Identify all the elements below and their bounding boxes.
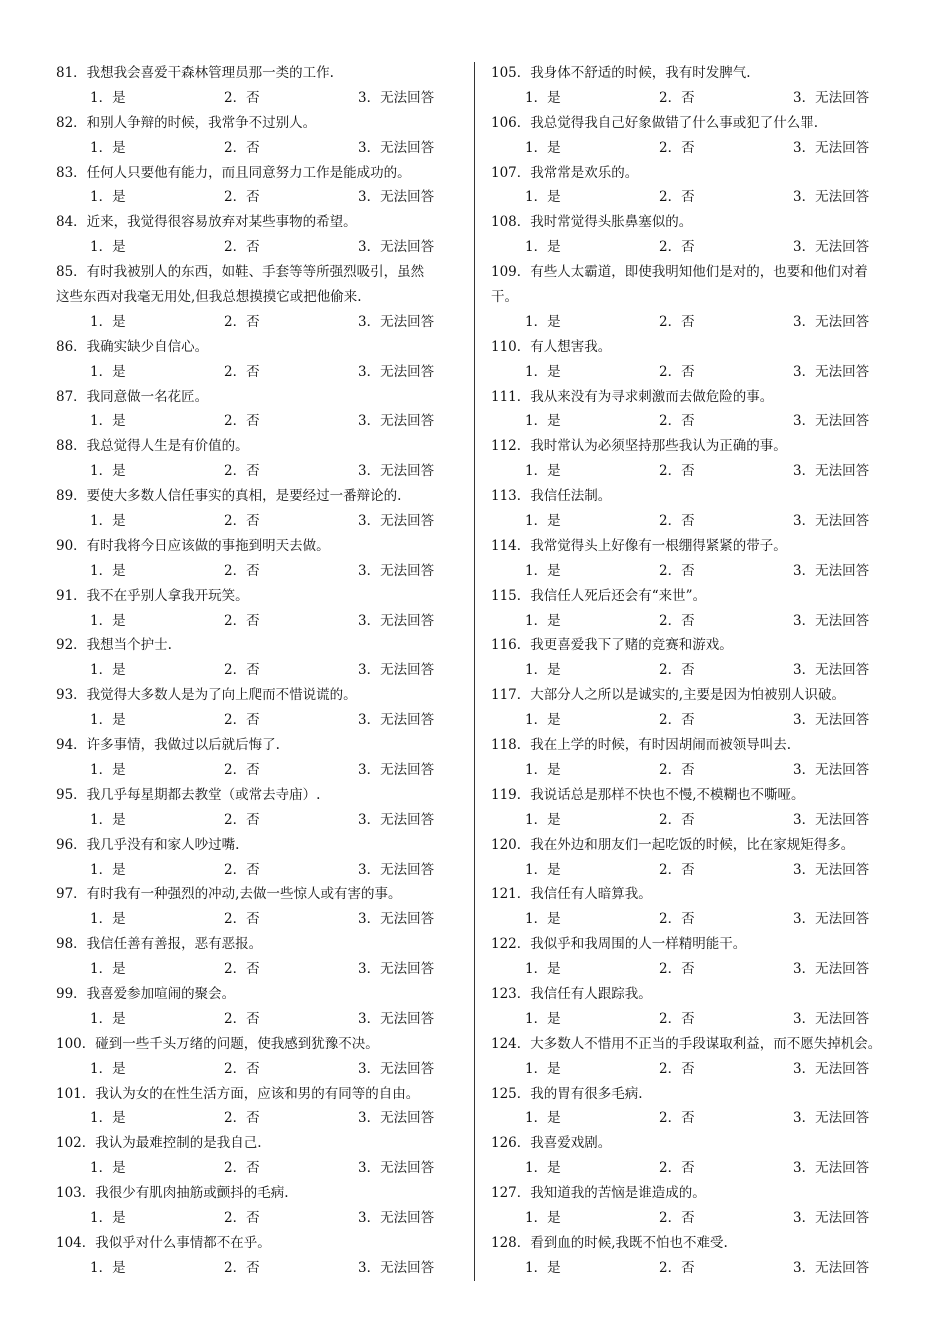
question-item	[491, 260, 903, 335]
answer-options	[491, 1007, 903, 1032]
answer-option-2: 2．否	[659, 239, 695, 256]
answer-options	[491, 235, 903, 260]
answer-options	[491, 1256, 903, 1281]
answer-option-1: 1．是	[90, 89, 126, 106]
question-item	[56, 385, 466, 435]
answer-option-3: 3．无法回答	[793, 612, 870, 629]
answer-option-1: 1．是	[90, 513, 126, 530]
answer-option-1: 1．是	[90, 1209, 126, 1226]
answer-options	[56, 658, 466, 683]
answer-options	[56, 907, 466, 932]
answer-option-3: 3．无法回答	[793, 562, 870, 579]
answer-option-2: 2．否	[659, 1110, 695, 1127]
answer-option-2: 2．否	[224, 89, 260, 106]
answer-option-1: 1．是	[90, 1060, 126, 1077]
question-text: 114．我常觉得头上好像有一根绷得紧紧的带子。	[491, 537, 787, 554]
answer-option-1: 1．是	[525, 911, 561, 928]
question-item	[491, 111, 903, 161]
answer-option-2: 2．否	[224, 861, 260, 878]
question-text: 81．我想我会喜爱干森林管理员那一类的工作.	[56, 65, 334, 81]
answer-option-1: 1．是	[90, 861, 126, 878]
answer-option-2: 2．否	[224, 363, 260, 380]
answer-option-1: 1．是	[525, 1209, 561, 1226]
answer-option-2: 2．否	[659, 1060, 695, 1077]
answer-option-1: 1．是	[90, 139, 126, 156]
answer-option-3: 3．无法回答	[793, 1110, 870, 1127]
answer-option-2: 2．否	[224, 1060, 260, 1077]
answer-option-1: 1．是	[525, 562, 561, 579]
answer-options	[491, 509, 903, 534]
answer-option-3: 3．无法回答	[358, 911, 435, 928]
question-item	[491, 882, 903, 932]
answer-option-2: 2．否	[224, 1259, 260, 1276]
question-text: 89．要使大多数人信任事实的真相，是要经过一番辩论的.	[56, 488, 402, 505]
answer-option-3: 3．无法回答	[793, 89, 870, 106]
answer-option-1: 1．是	[90, 761, 126, 778]
question-item	[491, 1231, 903, 1281]
answer-option-1: 1．是	[525, 89, 561, 106]
question-text: 干。	[491, 289, 518, 306]
answer-option-2: 2．否	[659, 139, 695, 156]
answer-option-2: 2．否	[224, 1110, 260, 1127]
question-item	[491, 161, 903, 211]
answer-option-1: 1．是	[525, 811, 561, 828]
answer-option-3: 3．无法回答	[358, 712, 435, 729]
answer-option-2: 2．否	[659, 463, 695, 480]
question-text: 100．碰到一些千头万绪的问题，使我感到犹豫不决。	[56, 1035, 379, 1052]
question-item	[491, 833, 903, 883]
question-text: 92．我想当个护士.	[56, 637, 172, 654]
question-item	[56, 1231, 466, 1281]
answer-option-1: 1．是	[90, 1160, 126, 1177]
answer-option-3: 3．无法回答	[358, 861, 435, 878]
question-item	[56, 1181, 466, 1231]
answer-options	[491, 86, 903, 111]
answer-option-3: 3．无法回答	[793, 313, 870, 330]
answer-options	[56, 957, 466, 982]
answer-options	[56, 808, 466, 833]
answer-option-3: 3．无法回答	[358, 1160, 435, 1177]
answer-options	[56, 1007, 466, 1032]
answer-option-3: 3．无法回答	[793, 1259, 870, 1276]
answer-options	[56, 1156, 466, 1181]
question-text: 82．和别人争辩的时候，我常争不过别人。	[56, 114, 317, 131]
question-text: 108．我时常觉得头胀鼻塞似的。	[491, 214, 693, 231]
answer-options	[491, 185, 903, 210]
answer-option-2: 2．否	[224, 513, 260, 530]
answer-option-3: 3．无法回答	[358, 961, 435, 978]
answer-option-1: 1．是	[90, 239, 126, 256]
answer-option-3: 3．无法回答	[793, 513, 870, 530]
answer-option-2: 2．否	[659, 662, 695, 679]
answer-option-2: 2．否	[659, 413, 695, 430]
answer-option-3: 3．无法回答	[793, 1209, 870, 1226]
answer-option-1: 1．是	[525, 513, 561, 530]
answer-option-2: 2．否	[659, 562, 695, 579]
question-text: 105．我身体不舒适的时候，我有时发脾气.	[491, 65, 751, 81]
answer-option-1: 1．是	[525, 1010, 561, 1027]
answer-options	[491, 708, 903, 733]
answer-options	[491, 1057, 903, 1082]
answer-option-1: 1．是	[90, 463, 126, 480]
answer-options	[56, 1206, 466, 1231]
question-item	[491, 1032, 903, 1082]
answer-option-3: 3．无法回答	[793, 239, 870, 256]
question-item	[56, 335, 466, 385]
answer-option-2: 2．否	[224, 612, 260, 629]
question-text: 88．我总觉得人生是有价值的。	[56, 438, 249, 455]
question-text: 95．我几乎每星期都去教堂（或常去寺庙）.	[56, 786, 321, 803]
answer-option-1: 1．是	[525, 463, 561, 480]
answer-option-2: 2．否	[659, 1010, 695, 1027]
answer-option-2: 2．否	[224, 463, 260, 480]
answer-options	[491, 858, 903, 883]
question-text: 111．我从来没有为寻求刺激而去做危险的事。	[491, 388, 774, 405]
question-item	[491, 1131, 903, 1181]
question-text: 98．我信任善有善报，恶有恶报。	[56, 936, 263, 953]
question-text: 107．我常常是欢乐的。	[491, 164, 639, 181]
question-text: 96．我几乎没有和家人吵过嘴.	[56, 836, 240, 853]
answer-option-2: 2．否	[659, 861, 695, 878]
answer-option-3: 3．无法回答	[793, 1160, 870, 1177]
question-text: 104．我似乎对什么事情都不在乎。	[56, 1234, 271, 1251]
question-text: 101．我认为女的在性生活方面，应该和男的有同等的自由。	[56, 1085, 420, 1102]
question-item	[491, 783, 903, 833]
answer-option-1: 1．是	[90, 562, 126, 579]
question-text: 102．我认为最难控制的是我自己.	[56, 1135, 262, 1152]
question-item	[56, 260, 466, 335]
answer-option-1: 1．是	[525, 363, 561, 380]
answer-options	[491, 907, 903, 932]
answer-option-1: 1．是	[525, 1259, 561, 1276]
answer-option-2: 2．否	[659, 811, 695, 828]
answer-option-1: 1．是	[90, 911, 126, 928]
question-text: 116．我更喜爱我下了赌的竞赛和游戏。	[491, 637, 733, 654]
question-text: 109．有些人太霸道，即使我明知他们是对的，也要和他们对着	[491, 264, 868, 281]
answer-option-1: 1．是	[525, 662, 561, 679]
answer-option-3: 3．无法回答	[358, 463, 435, 480]
answer-option-2: 2．否	[659, 189, 695, 206]
question-text: 94．许多事情，我做过以后就后悔了.	[56, 737, 280, 754]
answer-option-1: 1．是	[90, 1259, 126, 1276]
answer-option-3: 3．无法回答	[358, 413, 435, 430]
question-item	[56, 1131, 466, 1181]
question-text: 85．有时我被别人的东西，如鞋、手套等等所强烈吸引，虽然	[56, 264, 425, 281]
question-item	[491, 1082, 903, 1132]
answer-option-3: 3．无法回答	[793, 712, 870, 729]
answer-option-2: 2．否	[659, 513, 695, 530]
answer-option-3: 3．无法回答	[793, 961, 870, 978]
answer-option-1: 1．是	[525, 712, 561, 729]
question-text: 122．我似乎和我周围的人一样精明能干。	[491, 936, 747, 953]
answer-options	[491, 658, 903, 683]
question-item	[491, 484, 903, 534]
answer-options	[491, 758, 903, 783]
answer-option-1: 1．是	[525, 961, 561, 978]
question-text: 86．我确实缺少自信心。	[56, 338, 209, 355]
answer-option-3: 3．无法回答	[358, 1209, 435, 1226]
question-item	[491, 733, 903, 783]
question-text: 117．大部分人之所以是诚实的,主要是因为怕被别人识破。	[491, 687, 846, 704]
answer-options	[491, 609, 903, 634]
answer-option-3: 3．无法回答	[358, 662, 435, 679]
answer-options	[56, 310, 466, 335]
answer-options	[56, 136, 466, 161]
question-text: 83．任何人只要他有能力，而且同意努力工作是能成功的。	[56, 164, 411, 181]
answer-option-3: 3．无法回答	[358, 761, 435, 778]
answer-options	[56, 459, 466, 484]
question-item	[56, 111, 466, 161]
answer-option-2: 2．否	[659, 313, 695, 330]
question-item	[491, 210, 903, 260]
question-item	[56, 584, 466, 634]
answer-option-3: 3．无法回答	[793, 1010, 870, 1027]
answer-option-3: 3．无法回答	[358, 313, 435, 330]
answer-options	[491, 136, 903, 161]
answer-option-1: 1．是	[90, 811, 126, 828]
answer-options	[491, 459, 903, 484]
answer-option-1: 1．是	[525, 1110, 561, 1127]
question-item	[56, 534, 466, 584]
answer-option-2: 2．否	[224, 662, 260, 679]
answer-options	[56, 1256, 466, 1281]
answer-options	[56, 1106, 466, 1131]
answer-options	[491, 1206, 903, 1231]
answer-option-2: 2．否	[659, 761, 695, 778]
question-text: 124．大多数人不惜用不正当的手段谋取利益，而不愿失掉机会。	[491, 1035, 882, 1052]
question-item	[56, 783, 466, 833]
answer-options	[56, 509, 466, 534]
answer-option-3: 3．无法回答	[793, 1060, 870, 1077]
question-item	[491, 584, 903, 634]
answer-options	[56, 609, 466, 634]
answer-options	[491, 1106, 903, 1131]
answer-option-2: 2．否	[659, 1209, 695, 1226]
answer-option-1: 1．是	[525, 313, 561, 330]
answer-option-1: 1．是	[525, 239, 561, 256]
question-item	[491, 982, 903, 1032]
question-item	[491, 61, 903, 111]
answer-option-3: 3．无法回答	[793, 761, 870, 778]
answer-options	[56, 409, 466, 434]
question-text: 121．我信任有人暗算我。	[491, 886, 652, 903]
question-item	[56, 484, 466, 534]
question-text: 99．我喜爱参加喧闹的聚会。	[56, 985, 236, 1002]
question-item	[56, 1082, 466, 1132]
question-item	[56, 982, 466, 1032]
question-text: 115．我信任人死后还会有“来世”。	[491, 587, 707, 604]
column-divider	[474, 62, 475, 1281]
question-item	[491, 335, 903, 385]
question-item	[491, 434, 903, 484]
right-question-column	[491, 61, 903, 1281]
answer-options	[56, 360, 466, 385]
question-item	[56, 1032, 466, 1082]
answer-options	[491, 957, 903, 982]
question-text: 112．我时常认为必须坚持那些我认为正确的事。	[491, 438, 787, 455]
answer-option-3: 3．无法回答	[358, 363, 435, 380]
answer-option-3: 3．无法回答	[793, 662, 870, 679]
question-text: 97．有时我有一种强烈的冲动,去做一些惊人或有害的事。	[56, 886, 402, 903]
answer-option-2: 2．否	[224, 961, 260, 978]
question-text: 120．我在外边和朋友们一起吃饭的时候，比在家规矩得多。	[491, 836, 855, 853]
answer-option-2: 2．否	[224, 189, 260, 206]
answer-option-2: 2．否	[659, 612, 695, 629]
question-text: 126．我喜爱戏剧。	[491, 1135, 612, 1152]
answer-option-2: 2．否	[224, 413, 260, 430]
answer-options	[491, 559, 903, 584]
answer-option-1: 1．是	[90, 612, 126, 629]
answer-option-3: 3．无法回答	[793, 139, 870, 156]
answer-option-1: 1．是	[90, 363, 126, 380]
question-item	[56, 61, 466, 111]
answer-option-3: 3．无法回答	[358, 189, 435, 206]
question-text: 106．我总觉得我自己好象做错了什么事或犯了什么罪.	[491, 114, 819, 131]
answer-option-3: 3．无法回答	[358, 513, 435, 530]
answer-option-1: 1．是	[90, 1110, 126, 1127]
answer-option-1: 1．是	[525, 1060, 561, 1077]
question-text: 123．我信任有人跟踪我。	[491, 985, 652, 1002]
question-text: 128．看到血的时候,我既不怕也不难受.	[491, 1234, 728, 1251]
question-item	[491, 683, 903, 733]
question-text: 119．我说话总是那样不快也不慢,不模糊也不嘶哑。	[491, 786, 805, 803]
answer-option-2: 2．否	[224, 712, 260, 729]
question-text: 113．我信任法制。	[491, 488, 612, 505]
answer-option-1: 1．是	[525, 189, 561, 206]
answer-options	[491, 310, 903, 335]
answer-option-2: 2．否	[224, 313, 260, 330]
question-text: 84．近来，我觉得很容易放弃对某些事物的希望。	[56, 214, 357, 231]
question-item	[56, 161, 466, 211]
question-item	[56, 932, 466, 982]
answer-option-1: 1．是	[90, 1010, 126, 1027]
question-item	[56, 833, 466, 883]
answer-option-3: 3．无法回答	[358, 139, 435, 156]
question-text: 103．我很少有肌肉抽筋或颤抖的毛病.	[56, 1185, 289, 1202]
answer-option-2: 2．否	[224, 911, 260, 928]
answer-options	[56, 559, 466, 584]
question-item	[56, 434, 466, 484]
answer-option-1: 1．是	[525, 1160, 561, 1177]
question-item	[491, 1181, 903, 1231]
answer-option-2: 2．否	[224, 139, 260, 156]
question-text: 87．我同意做一名花匠。	[56, 388, 209, 405]
question-item	[491, 534, 903, 584]
answer-option-1: 1．是	[525, 761, 561, 778]
answer-options	[56, 758, 466, 783]
question-item	[56, 733, 466, 783]
answer-options	[491, 1156, 903, 1181]
answer-option-1: 1．是	[525, 413, 561, 430]
question-text: 这些东西对我毫无用处,但我总想摸摸它或把他偷来.	[56, 289, 362, 306]
answer-option-2: 2．否	[224, 1010, 260, 1027]
answer-options	[491, 409, 903, 434]
question-text: 110．有人想害我。	[491, 338, 612, 355]
answer-option-3: 3．无法回答	[793, 363, 870, 380]
answer-option-1: 1．是	[90, 313, 126, 330]
answer-option-2: 2．否	[224, 239, 260, 256]
answer-options	[56, 858, 466, 883]
answer-option-1: 1．是	[90, 712, 126, 729]
question-text: 91．我不在乎别人拿我开玩笑。	[56, 587, 249, 604]
question-text: 125．我的胃有很多毛病.	[491, 1085, 643, 1102]
answer-option-3: 3．无法回答	[358, 1010, 435, 1027]
answer-option-2: 2．否	[659, 712, 695, 729]
question-item	[56, 210, 466, 260]
answer-option-2: 2．否	[659, 961, 695, 978]
answer-option-3: 3．无法回答	[358, 562, 435, 579]
answer-option-3: 3．无法回答	[793, 861, 870, 878]
answer-option-2: 2．否	[659, 89, 695, 106]
answer-option-2: 2．否	[224, 761, 260, 778]
answer-options	[56, 86, 466, 111]
answer-options	[56, 185, 466, 210]
answer-options	[56, 235, 466, 260]
answer-options	[56, 1057, 466, 1082]
answer-option-2: 2．否	[659, 1160, 695, 1177]
answer-option-3: 3．无法回答	[358, 239, 435, 256]
answer-option-3: 3．无法回答	[793, 811, 870, 828]
answer-option-2: 2．否	[224, 811, 260, 828]
question-item	[491, 385, 903, 435]
answer-option-1: 1．是	[90, 961, 126, 978]
answer-option-1: 1．是	[90, 662, 126, 679]
answer-option-1: 1．是	[90, 413, 126, 430]
question-item	[491, 932, 903, 982]
answer-option-1: 1．是	[525, 139, 561, 156]
question-item	[491, 633, 903, 683]
answer-option-3: 3．无法回答	[358, 1060, 435, 1077]
answer-option-2: 2．否	[224, 1209, 260, 1226]
answer-option-3: 3．无法回答	[358, 1259, 435, 1276]
answer-options	[56, 708, 466, 733]
answer-options	[491, 808, 903, 833]
answer-option-2: 2．否	[224, 562, 260, 579]
question-item	[56, 683, 466, 733]
answer-option-3: 3．无法回答	[358, 612, 435, 629]
question-text: 127．我知道我的苦恼是谁造成的。	[491, 1185, 706, 1202]
answer-option-3: 3．无法回答	[358, 1110, 435, 1127]
answer-option-3: 3．无法回答	[793, 911, 870, 928]
question-item	[56, 633, 466, 683]
question-text: 118．我在上学的时候，有时因胡闹而被领导叫去.	[491, 737, 792, 754]
answer-option-2: 2．否	[659, 911, 695, 928]
answer-option-2: 2．否	[224, 1160, 260, 1177]
question-text: 93．我觉得大多数人是为了向上爬而不惜说谎的。	[56, 687, 357, 704]
question-item	[56, 882, 466, 932]
answer-options	[491, 360, 903, 385]
answer-option-3: 3．无法回答	[793, 463, 870, 480]
answer-option-3: 3．无法回答	[358, 811, 435, 828]
question-text: 90．有时我将今日应该做的事拖到明天去做。	[56, 537, 330, 554]
answer-option-3: 3．无法回答	[793, 413, 870, 430]
answer-option-2: 2．否	[659, 1259, 695, 1276]
answer-option-2: 2．否	[659, 363, 695, 380]
left-question-column	[56, 61, 466, 1281]
answer-option-3: 3．无法回答	[358, 89, 435, 106]
answer-option-3: 3．无法回答	[793, 189, 870, 206]
answer-option-1: 1．是	[525, 861, 561, 878]
answer-option-1: 1．是	[525, 612, 561, 629]
answer-option-1: 1．是	[90, 189, 126, 206]
